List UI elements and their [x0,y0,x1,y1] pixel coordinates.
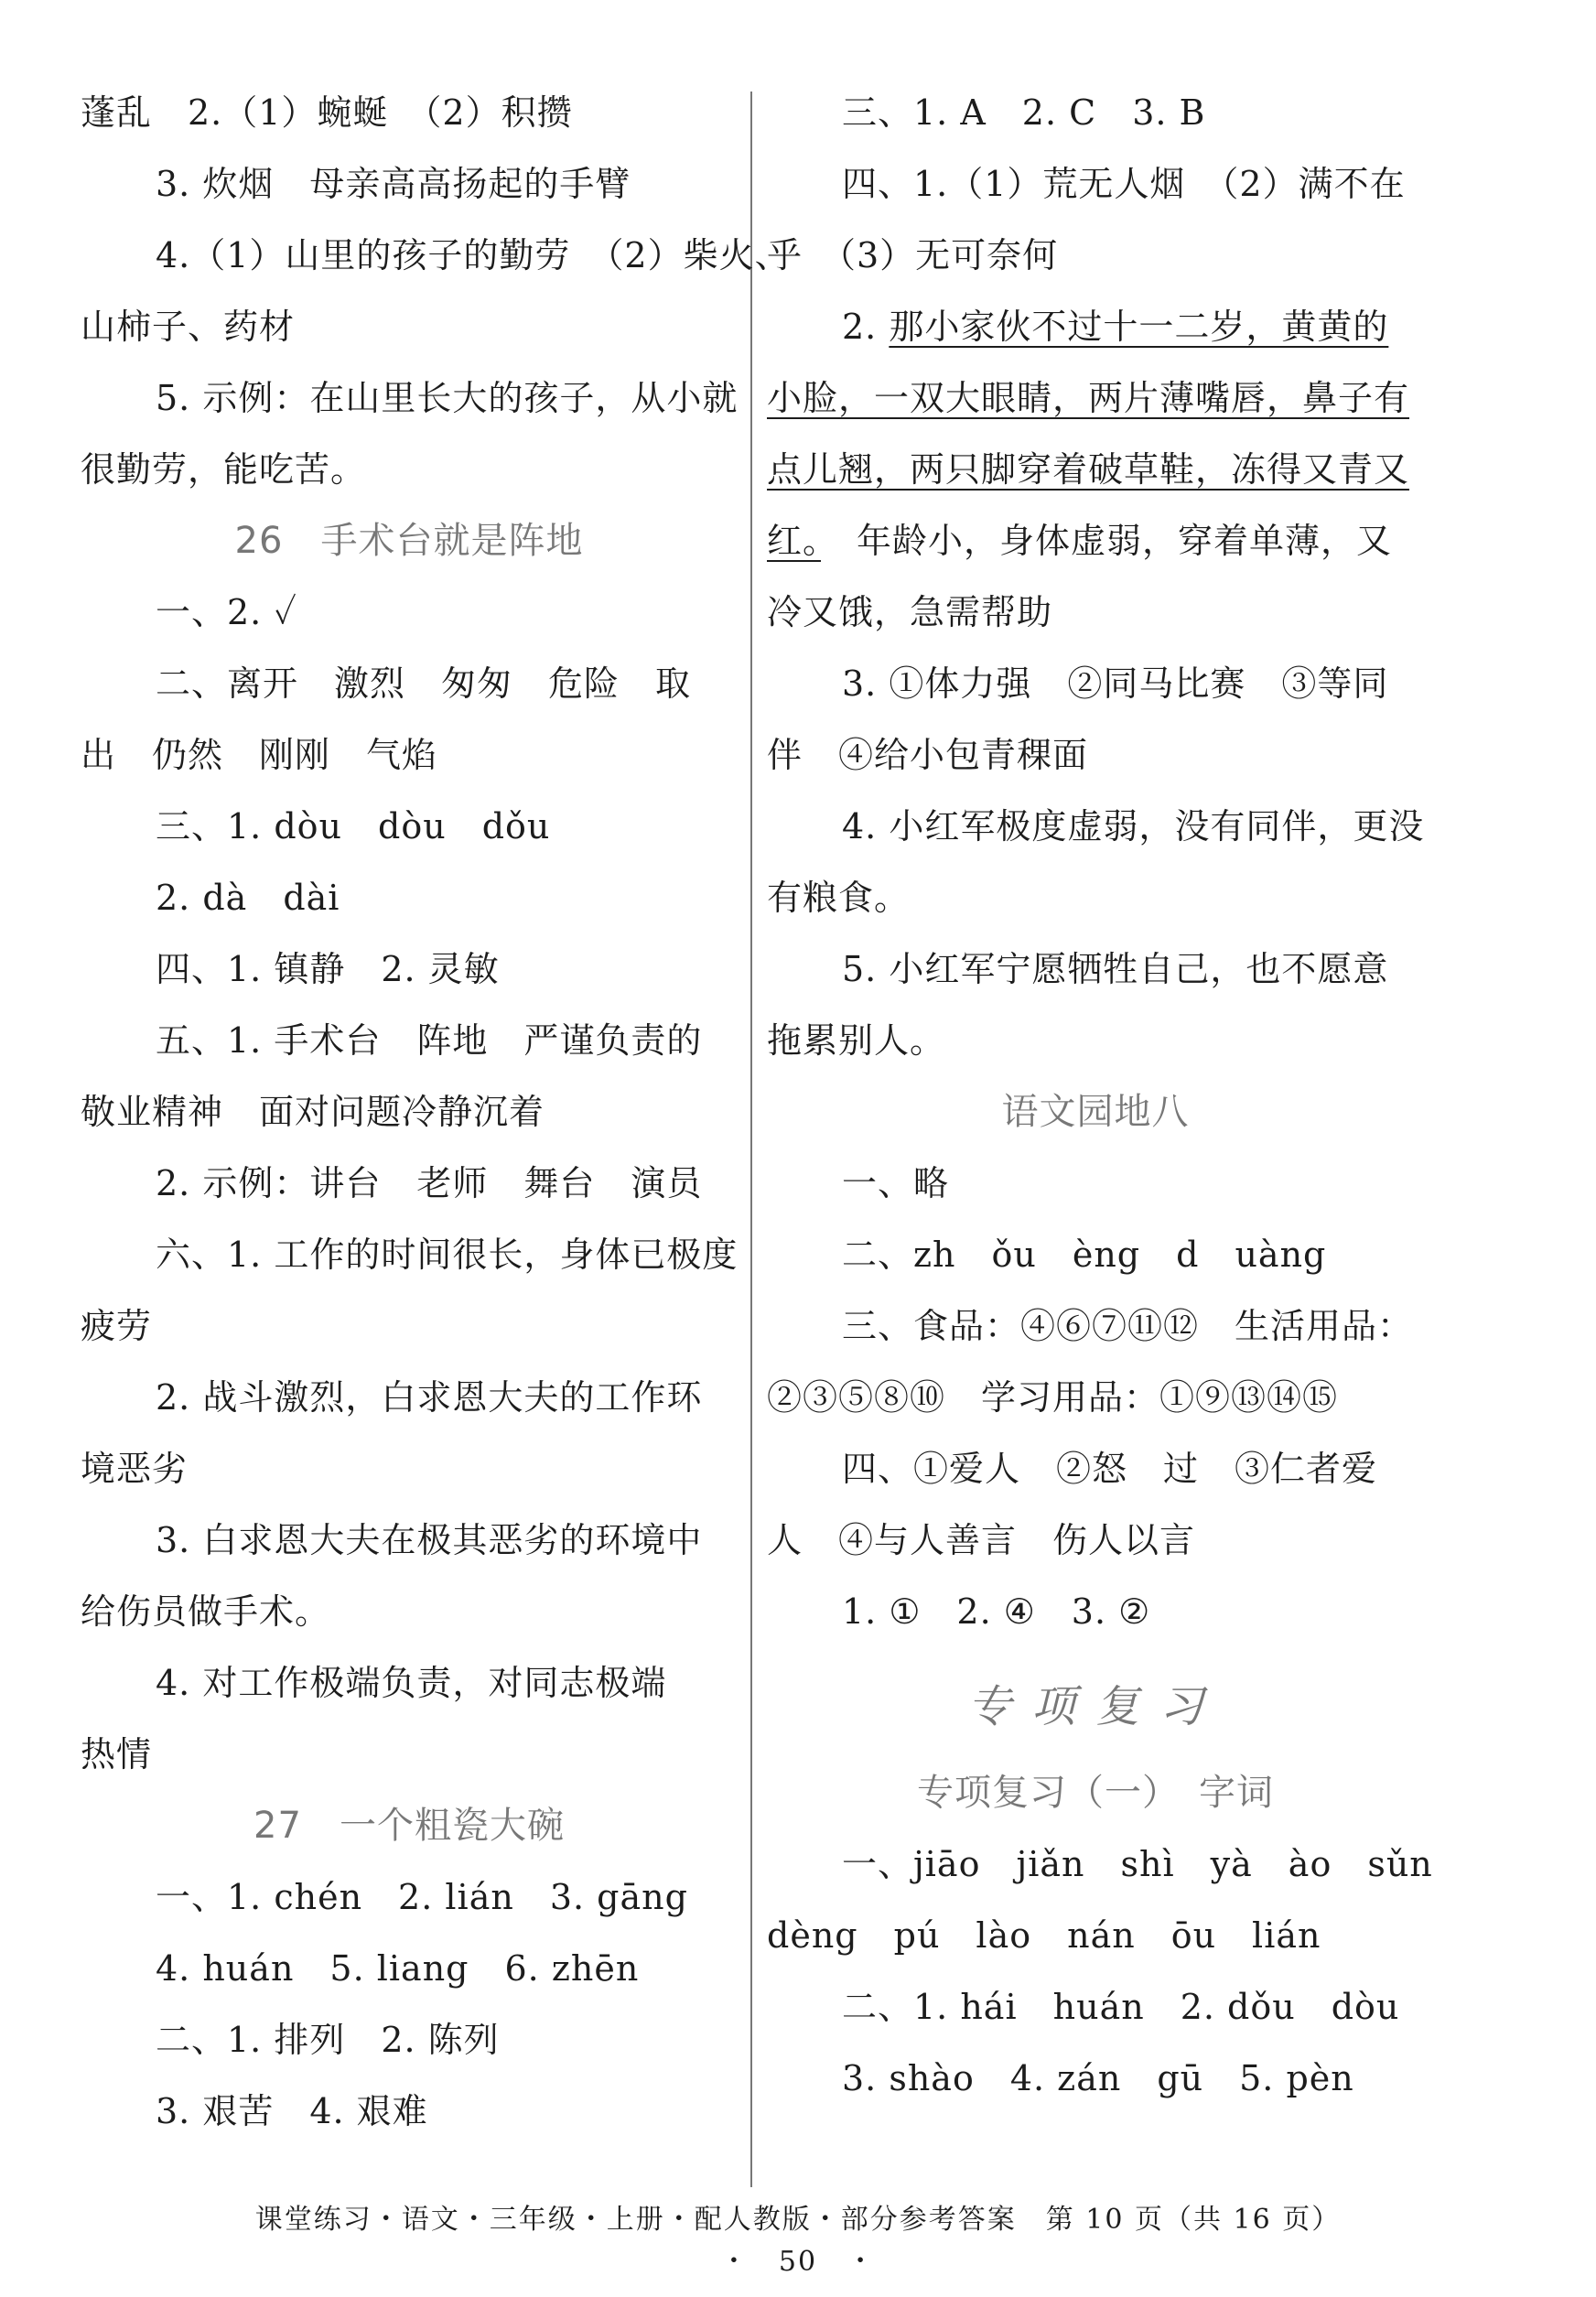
answer-line [767,362,1424,434]
answer-line: 3. ①体力强 ②同马比赛 ③等同 [842,663,1389,704]
answer-line: 5. 示例：在山里长大的孩子，从小就 [156,378,739,418]
answer-line: 四、①爱人 ②怒 过 ③仁者爱 [842,1449,1378,1489]
answer-line: 3. 炊烟 母亲高高扬起的手臂 [156,164,631,204]
answer-line: ②③⑤⑧⑩ 学习用品：①⑨⑬⑭⑮ [767,1377,1339,1418]
footer-info: 课堂练习・语文・三年级・上册・配人教版・部分参考答案 第 10 页（共 16 页） [254,2204,1342,2236]
answer-line: 五、1. 手术台 阵地 严谨负责的 [156,1020,703,1061]
right-column [767,77,1433,2114]
answer-line: 很勤劳，能吃苦。 [81,449,367,490]
answer-line: 1. ① 2. ④ 3. ② [842,1591,1151,1632]
answer-line: 三、食品：④⑥⑦⑪⑫ 生活用品： [842,1306,1414,1346]
answer-line: 一、1. chén 2. lián 3. gāng [156,1877,688,1917]
answer-line: 蓬乱 2.（1）蜿蜒 （2）积攒 [81,92,573,133]
answer-line: 山柿子、药材 [81,307,296,347]
answer-line: 4. huán 5. liang 6. zhēn [156,1948,640,1989]
page-number: ・ 50 ・ [719,2246,877,2278]
answer-line: 境恶劣 [81,1449,189,1489]
section-title: 27 一个粗瓷大碗 [253,1805,565,1847]
section-title: 语文园地八 [1001,1091,1190,1133]
answer-line: 4. 对工作极端负责，对同志极端 [156,1663,667,1703]
answer-line: 热情 [81,1734,153,1774]
answer-line: 3. shào 4. zán gū 5. pèn [842,2058,1354,2098]
answer-line: 一、2. ✓ [156,592,297,632]
answer-line: 一、jiāo jiǎn shì yà ào sǔn [842,1844,1433,1884]
answer-line: 伴 ④给小包青稞面 [767,735,1089,775]
answer-line: 六、1. 工作的时间很长，身体已极度 [156,1235,739,1275]
answer-line: 二、1. hái huán 2. dǒu dòu [842,1987,1400,2027]
answer-line: 冷又饿，急需帮助 [767,592,1053,632]
underlined-text: 小脸，一双大眼睛，两片薄嘴唇，鼻子有 [767,378,1410,418]
answer-line: 疲劳 [81,1306,153,1346]
answer-line: 敬业精神 面对问题冷静沉着 [81,1092,545,1132]
answer-line: 三、1. A 2. C 3. B [842,92,1206,133]
answer-line: 有粮食。 [767,878,911,918]
answer-line: 3. 白求恩大夫在极其恶劣的环境中 [156,1520,703,1560]
answer-line: 红。 年龄小，身体虚弱，穿着单薄，又 [767,521,1393,561]
underlined-text: 点儿翘，两只脚穿着破草鞋，冻得又青又 [767,449,1410,490]
left-column [81,77,791,2147]
answer-line: 二、zh ǒu èng d uàng [842,1235,1327,1275]
answer-line: 四、1.（1）荒无人烟 （2）满不在 [842,164,1406,204]
underlined-text: 那小家伙不过十一二岁，黄黄的 [889,307,1389,347]
answer-line: 三、1. dòu dòu dǒu [156,806,551,847]
underlined-text: 红。 [767,521,822,561]
answer-line: 乎 （3）无可奈何 [767,235,1059,275]
answer-line: 一、略 [842,1163,950,1203]
answer-line: 给伤员做手术。 [81,1591,331,1632]
section-title: 26 手术台就是阵地 [234,520,584,562]
answer-line: 四、1. 镇静 2. 灵敏 [156,949,500,989]
chapter-heading: 专项复习 [966,1681,1224,1732]
answer-line: 4.（1）山里的孩子的勤劳 （2）柴火、 [156,235,791,275]
answer-line: 4. 小红军极度虚弱，没有同伴，更没 [842,806,1425,847]
answer-line: 二、离开 激烈 匆匆 危险 取 [156,663,692,704]
column-divider [750,92,752,2187]
answer-line: dèng pú lào nán ōu lián [767,1915,1321,1956]
answer-line: 2. 示例：讲台 老师 舞台 演员 [156,1163,703,1203]
answer-line: 5. 小红军宁愿牺牲自己，也不愿意 [842,949,1389,989]
answer-line: 出 仍然 刚刚 气焰 [81,735,438,775]
answer-line: 2. 战斗激烈，白求恩大夫的工作环 [156,1377,703,1418]
answer-line [767,434,1424,505]
answer-line: 人 ④与人善言 伤人以言 [767,1520,1196,1560]
section-title: 专项复习（一） 字词 [917,1772,1274,1814]
answer-line: 拖累别人。 [767,1020,946,1061]
answer-line: 2. dà dài [156,878,340,918]
answer-line: 二、1. 排列 2. 陈列 [156,2020,500,2060]
answer-line: 3. 艰苦 4. 艰难 [156,2091,428,2131]
answer-line: 2. 那小家伙不过十一二岁，黄黄的 [842,307,1389,347]
